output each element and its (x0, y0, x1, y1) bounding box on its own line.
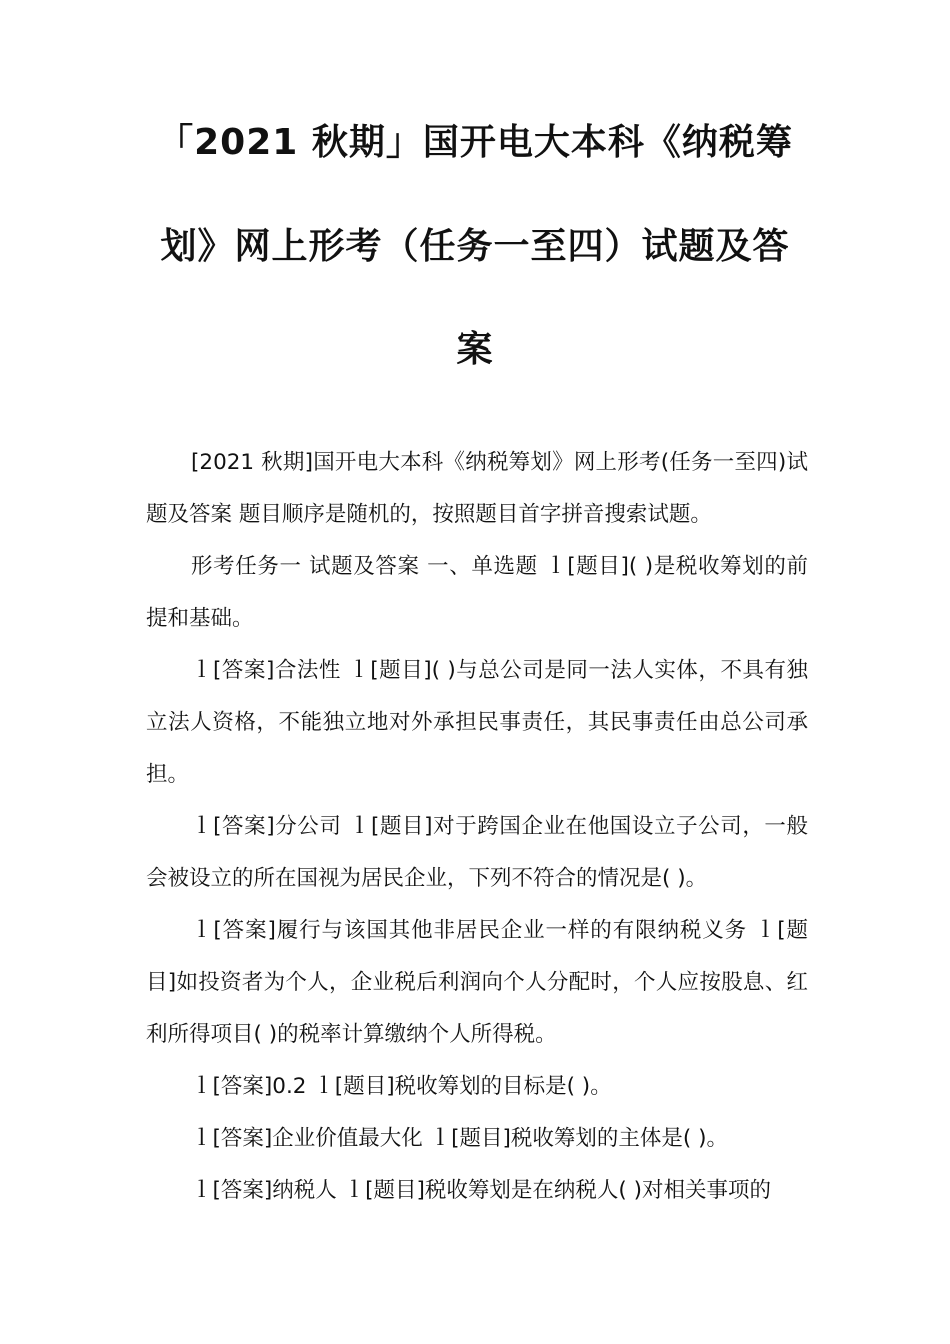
document-title-line-2: 划》网上形考（任务一至四）试题及答 (160, 226, 790, 267)
document-title-line-1: 「2021 秋期」国开电大本科《纳税筹 (157, 122, 793, 163)
paragraph-qa-3: ｌ[答案]履行与该国其他非居民企业一样的有限纳税义务 ｌ[题目]如投资者为个人，企业税后利润向个人分配时，个人应按股息、红利所得项目( )的税率计算缴纳个人所得税。 (146, 918, 808, 1047)
document-body (146, 437, 808, 1217)
paragraph-task-one: 形考任务一 试题及答案 一、单选题 ｌ[题目]( )是税收筹划的前提和基础。 (146, 554, 808, 631)
paragraph-qa-5: ｌ[答案]企业价值最大化 ｌ[题目]税收筹划的主体是( )。 (191, 1126, 728, 1151)
paragraph-qa-6: ｌ[答案]纳税人 ｌ[题目]税收筹划是在纳税人( )对相关事项的 (191, 1178, 771, 1203)
paragraph-intro: [2021 秋期]国开电大本科《纳税筹划》网上形考(任务一至四)试题及答案 题目顺序是随机的，按照题目首字拼音搜索试题。 (146, 450, 808, 527)
paragraph-qa-4: ｌ[答案]0.2 ｌ[题目]税收筹划的目标是( )。 (191, 1074, 612, 1099)
document-title-line-3: 案 (456, 329, 494, 370)
paragraph-qa-2: ｌ[答案]分公司 ｌ[题目]对于跨国企业在他国设立子公司，一般会被设立的所在国视为居民企业，下列不符合的情况是( )。 (146, 814, 808, 891)
paragraph-qa-1: ｌ[答案]合法性 ｌ[题目]( )与总公司是同一法人实体，不具有独立法人资格，不能独立地对外承担民事责任，其民事责任由总公司承担。 (146, 658, 808, 787)
